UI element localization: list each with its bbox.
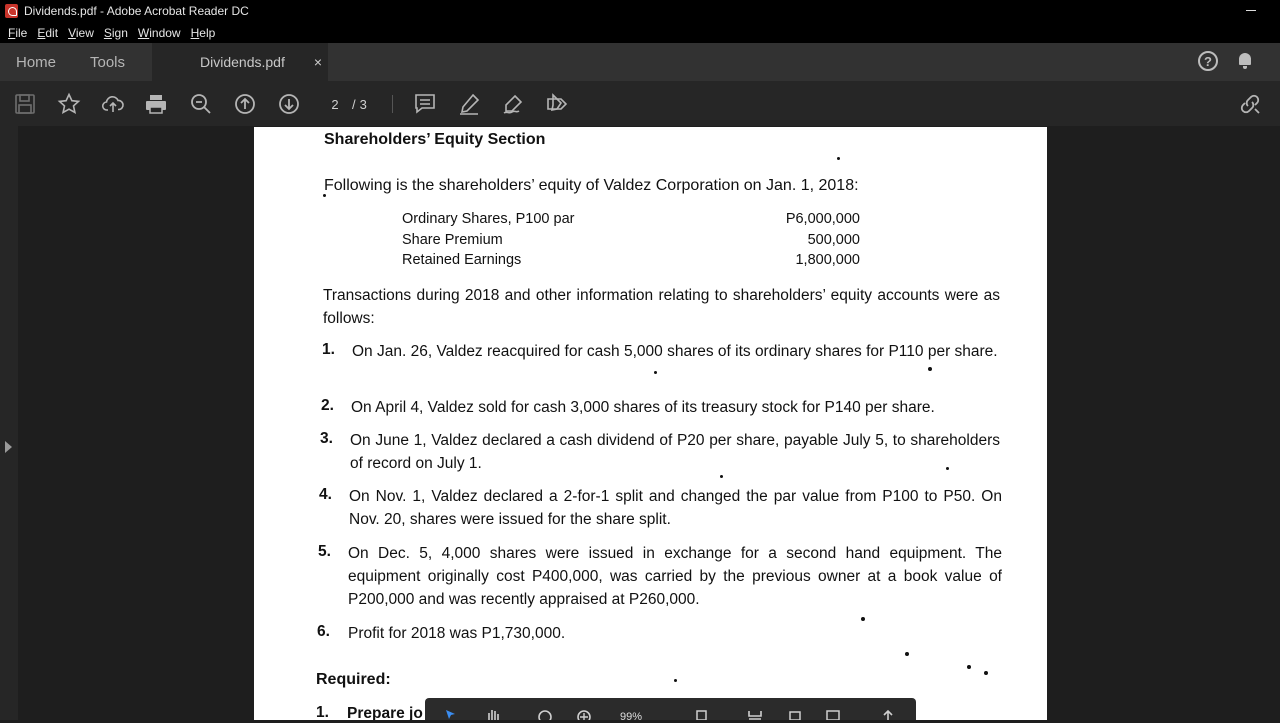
fill-sign-icon[interactable] (545, 92, 569, 116)
help-icon[interactable]: ? (1198, 51, 1218, 71)
scan-speck (984, 671, 988, 675)
scan-speck (323, 194, 326, 197)
fit-width-icon[interactable] (747, 707, 763, 720)
read-mode-icon[interactable] (825, 707, 841, 720)
transactions-intro: Transactions during 2018 and other information relating to shareholders’ equity accounts were as follows: (323, 287, 1000, 327)
expand-panel-icon[interactable] (5, 441, 12, 453)
menu-help[interactable]: Help (190, 25, 216, 40)
highlight-icon[interactable] (457, 92, 481, 116)
page-down-icon[interactable] (277, 92, 301, 116)
scan-speck (861, 617, 865, 621)
transaction-item: On June 1, Valdez declared a cash dividend of P20 per share, payable July 5, to shareholders of record on July 1. (350, 432, 1000, 472)
rotate-icon[interactable] (787, 707, 803, 720)
page-up-icon[interactable] (233, 92, 257, 116)
title-bar (0, 0, 1280, 22)
item-number: 2. (321, 397, 334, 414)
menu-file[interactable]: File (8, 25, 28, 40)
scan-speck (967, 665, 971, 669)
scan-speck (674, 679, 677, 682)
tab-home[interactable] (0, 43, 74, 81)
item-number: 3. (320, 430, 333, 447)
scroll-up-icon[interactable] (880, 707, 896, 720)
upload-icon[interactable] (101, 92, 125, 116)
item-number: 5. (318, 543, 331, 560)
page-separator: / (352, 96, 356, 112)
intro-paragraph: Following is the shareholders’ equity of Valdez Corporation on Jan. 1, 2018: (324, 177, 859, 194)
share-link-icon[interactable] (1238, 92, 1262, 116)
toolbar-divider (392, 95, 393, 113)
page-fit-icon[interactable] (693, 707, 709, 720)
item-number: 1. (322, 341, 335, 358)
transaction-item: Profit for 2018 was P1,730,000. (348, 625, 566, 642)
scan-speck (654, 371, 657, 374)
star-icon[interactable] (57, 92, 81, 116)
equity-label: Retained Earnings (402, 252, 522, 268)
tab-tools-label: Tools (90, 53, 126, 71)
comment-icon[interactable] (413, 92, 437, 116)
equity-label: Ordinary Shares, P100 par (402, 211, 575, 227)
total-pages: 3 (359, 96, 367, 112)
transaction-item: On April 4, Valdez sold for cash 3,000 shares of its treasury stock for P140 per share. (351, 399, 935, 416)
menu-view[interactable]: View (68, 25, 94, 40)
menu-window[interactable]: Window (137, 25, 181, 40)
equity-label: Share Premium (402, 232, 503, 248)
menu-bar (0, 22, 1280, 43)
menu-edit[interactable]: Edit (37, 25, 59, 40)
current-page-input[interactable]: 2 (331, 96, 339, 112)
scan-speck (946, 467, 949, 470)
acrobat-app-icon (5, 4, 18, 18)
hand-tool-icon[interactable] (485, 707, 501, 720)
tab-tools[interactable] (74, 43, 152, 81)
close-tab-icon[interactable]: × (313, 54, 322, 70)
select-cursor-icon[interactable] (443, 707, 459, 720)
zoom-in-circle-icon[interactable] (576, 707, 592, 720)
required-item: Prepare jo (347, 705, 423, 720)
sign-icon[interactable] (501, 92, 525, 116)
pdf-page (254, 127, 1047, 720)
menu-sign[interactable]: Sign (103, 25, 128, 40)
zoom-out-icon[interactable] (189, 92, 213, 116)
scan-speck (905, 652, 909, 656)
window-title: Dividends.pdf - Adobe Acrobat Reader DC (24, 4, 249, 18)
tab-bar (0, 43, 1280, 81)
equity-amount: P6,000,000 (785, 211, 860, 227)
toolbar (0, 81, 1280, 126)
item-number: 4. (319, 486, 332, 503)
item-number: 6. (317, 623, 330, 640)
page-navigator (322, 93, 367, 115)
notifications-icon[interactable] (1236, 51, 1256, 71)
zoom-level[interactable]: 99% (620, 711, 643, 723)
required-heading: Required: (316, 671, 391, 688)
print-icon[interactable] (144, 92, 168, 116)
left-navigation-panel (0, 126, 18, 720)
transaction-item: On Nov. 1, Valdez declared a 2-for-1 split and changed the par value from P100 to P50. On Nov. 20, shares were issued for the share split. (349, 488, 1002, 528)
tab-home-label: Home (16, 53, 57, 71)
save-icon[interactable] (13, 92, 37, 116)
floating-page-toolbar (425, 698, 916, 723)
zoom-out-circle-icon[interactable] (537, 707, 553, 720)
equity-amount: 500,000 (807, 232, 860, 248)
transaction-item: On Dec. 5, 4,000 shares were issued in exchange for a second hand equipment. The equipment originally cost P400,000, was carried by the previous owner at a book value of P200,000 and was recently appraised at P260,000. (348, 545, 1002, 608)
tab-document-label: Dividends.pdf (200, 54, 285, 70)
equity-amount: 1,800,000 (795, 252, 860, 268)
minimize-icon[interactable] (1246, 10, 1256, 11)
item-number: 1. (316, 704, 329, 720)
tab-document[interactable] (152, 43, 328, 81)
scan-speck (837, 157, 840, 160)
scan-speck (720, 475, 723, 478)
section-heading: Shareholders’ Equity Section (324, 131, 546, 148)
scan-speck (928, 367, 932, 371)
transaction-item: On Jan. 26, Valdez reacquired for cash 5,000 shares of its ordinary shares for P110 per share. (352, 343, 998, 360)
